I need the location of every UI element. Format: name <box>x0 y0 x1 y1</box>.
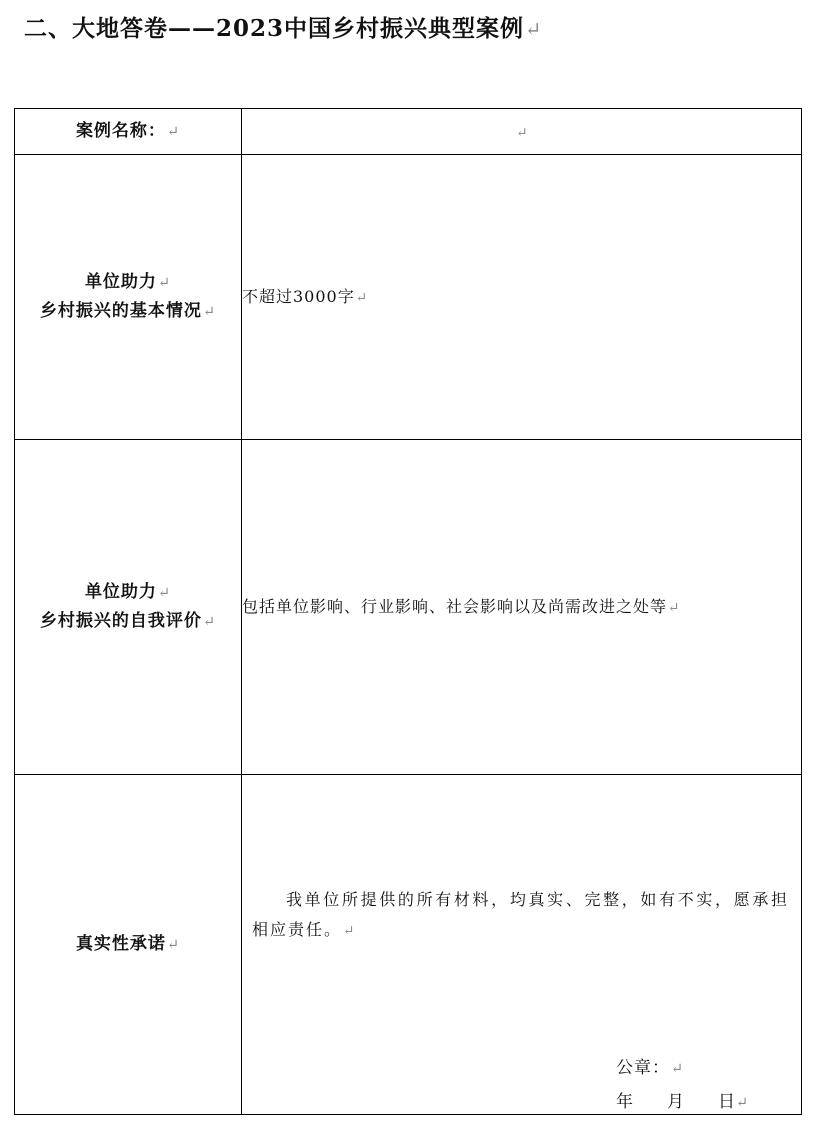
basic-situation-hint: 不超过3000字 <box>242 286 355 306</box>
official-seal-label: 公章： <box>616 1058 670 1078</box>
authenticity-label: 真实性承诺 <box>75 934 166 954</box>
paragraph-mark-icon: ↵ <box>166 124 181 140</box>
paragraph-mark-icon: ↵ <box>671 1061 685 1077</box>
paragraph-mark-icon: ↵ <box>355 289 369 306</box>
paragraph-mark-icon: ↵ <box>668 599 681 616</box>
self-evaluation-value-field[interactable] <box>242 440 802 775</box>
basic-situation-row <box>15 155 802 440</box>
day-label: 日 <box>718 1092 735 1112</box>
authenticity-statement <box>252 885 789 946</box>
basic-situation-label-line1: 单位助力 <box>84 272 157 292</box>
case-name-row <box>15 109 802 155</box>
authenticity-statement-text: 我单位所提供的所有材料，均真实、完整，如有不实，愿承担相应责任。 <box>252 890 789 939</box>
self-evaluation-hint: 包括单位影响、行业影响、社会影响以及尚需改进之处等 <box>242 596 668 616</box>
case-name-value-field[interactable] <box>242 109 802 155</box>
date-line <box>616 1087 748 1112</box>
document-title <box>24 10 542 43</box>
paragraph-mark-icon: ↵ <box>166 937 181 953</box>
paragraph-mark-icon: ↵ <box>202 614 217 630</box>
basic-situation-label-cell <box>15 155 242 440</box>
paragraph-mark-icon: ↵ <box>157 275 172 291</box>
case-form-table <box>14 108 802 1115</box>
paragraph-mark-icon: ↵ <box>736 1095 749 1111</box>
authenticity-label-cell <box>15 775 242 1115</box>
case-name-label: 案例名称： <box>75 121 166 141</box>
paragraph-mark-icon: ↵ <box>157 585 172 601</box>
self-evaluation-label-cell <box>15 440 242 775</box>
authenticity-value-field[interactable] <box>242 775 802 1115</box>
self-evaluation-label-line2: 乡村振兴的自我评价 <box>39 611 202 631</box>
paragraph-mark-icon: ↵ <box>516 125 528 141</box>
month-label: 月 <box>667 1092 684 1112</box>
self-evaluation-label-line1: 单位助力 <box>84 582 157 602</box>
paragraph-mark-icon: ↵ <box>202 304 217 320</box>
self-evaluation-row <box>15 440 802 775</box>
basic-situation-label-line2: 乡村振兴的基本情况 <box>39 301 202 321</box>
year-label: 年 <box>616 1092 633 1112</box>
case-name-label-cell <box>15 109 242 155</box>
basic-situation-value-field[interactable] <box>242 155 802 440</box>
authenticity-row <box>15 775 802 1115</box>
paragraph-mark-icon: ↵ <box>525 18 543 41</box>
official-seal-line <box>616 1053 684 1078</box>
paragraph-mark-icon: ↵ <box>343 923 357 939</box>
document-title-text: 二、大地答卷——2023中国乡村振兴典型案例 <box>24 15 525 42</box>
